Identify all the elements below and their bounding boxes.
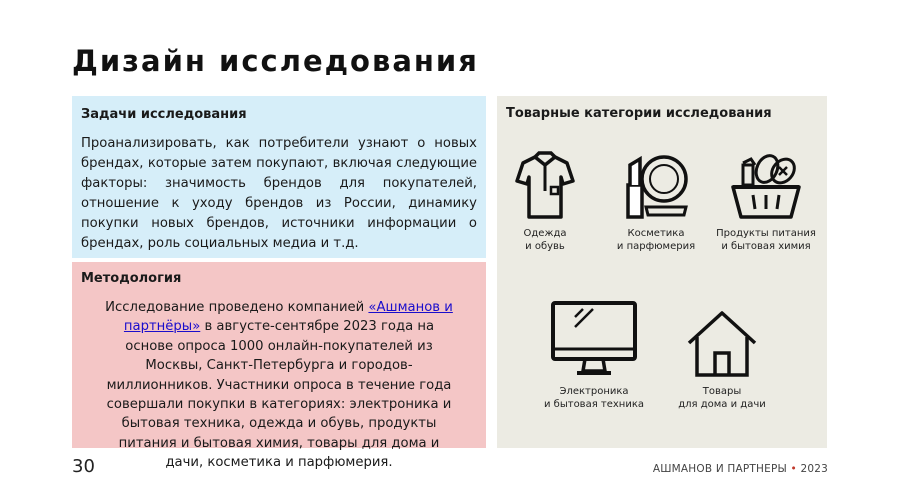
page-number: 30 <box>72 456 95 477</box>
category-cosmetics-line1: Косметика <box>627 228 685 239</box>
category-clothing-line2: и обувь <box>525 241 565 252</box>
category-electronics-line2: и бытовая техника <box>544 399 644 410</box>
footer-year: 2023 <box>800 463 828 475</box>
category-home <box>667 309 777 411</box>
category-grocery <box>711 151 821 253</box>
footer-separator: • <box>790 463 797 475</box>
categories-heading: Товарные категории исследования <box>506 106 772 121</box>
methodology-text <box>81 298 477 473</box>
category-cosmetics-line2: и парфюмерия <box>616 241 696 252</box>
category-electronics <box>539 299 649 411</box>
category-cosmetics <box>601 151 711 253</box>
cosmetics-icon <box>616 151 696 221</box>
category-clothing-line1: Одежда <box>523 228 567 239</box>
tasks-panel <box>72 96 486 258</box>
methodology-text-before: Исследование проведено компанией <box>105 300 369 315</box>
company-link[interactable]: «Ашманов и партнёры» <box>123 300 453 335</box>
house-icon <box>685 309 759 379</box>
tasks-text: Проанализировать, как потребители узнают о новых брендах, которые затем покупают, включая следующие факторы: значимость брендов для покупателей, отношение к уходу брендов из России, динамику покупки новых брендов, источники информации о брендах, роль социальных медиа и т.д. <box>81 136 477 251</box>
categories-panel <box>497 96 827 448</box>
category-home-line1: Товары <box>702 386 742 397</box>
footer-brand <box>653 463 828 475</box>
category-clothing <box>505 151 585 253</box>
category-grocery-line2: и бытовая химия <box>721 241 811 252</box>
page-title: Дизайн исследования <box>72 44 479 78</box>
category-electronics-line1: Электроника <box>559 386 629 397</box>
tasks-heading: Задачи исследования <box>81 107 247 122</box>
category-grocery-line1: Продукты питания <box>716 228 816 239</box>
footer-brand-name: АШМАНОВ И ПАРТНЕРЫ <box>652 463 787 475</box>
methodology-text-after: в августе-сентябре 2023 года на основе опроса 1000 онлайн-покупателей из Москвы, Санкт-Петербурга и городов-миллионников. Участники опроса в течение года совершали покупки в категориях: электроника и бытовая техника, одежда и обувь, продукты питания и бытовая химия, товары для дома и дачи, косметика и парфюмерия. <box>106 319 452 471</box>
grocery-basket-icon <box>729 151 803 221</box>
category-home-line2: для дома и дачи <box>678 399 766 410</box>
monitor-icon <box>549 299 639 379</box>
methodology-heading: Методология <box>81 271 182 286</box>
shirt-icon <box>515 151 575 221</box>
